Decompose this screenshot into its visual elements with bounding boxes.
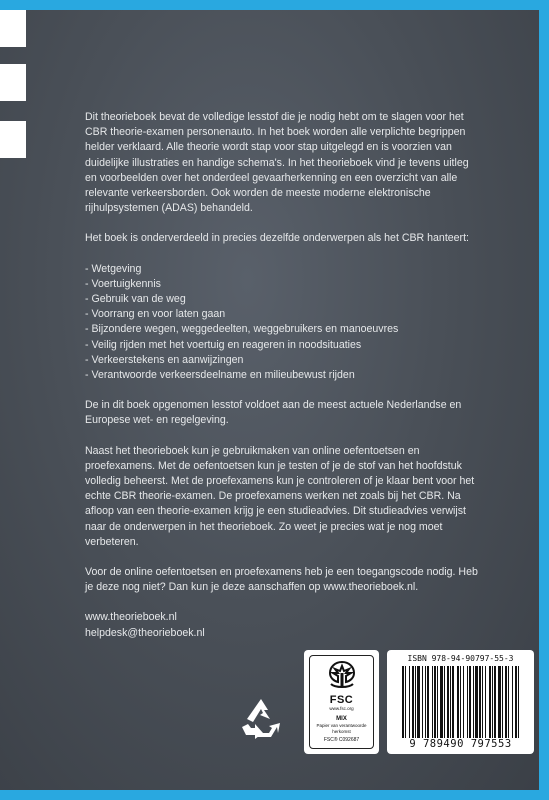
isbn-label: ISBN 978-94-90797-55-3 [407, 654, 514, 663]
list-item: - Voertuigkennis [85, 277, 480, 292]
list-item: - Gebruik van de weg [85, 292, 480, 307]
email-link[interactable]: helpdesk@theorieboek.nl [85, 626, 205, 639]
fsc-description: Papier van verantwoorde herkomst [316, 723, 367, 734]
list-item: - Wetgeving [85, 262, 480, 277]
fsc-code: FSC® C092687 [323, 737, 360, 743]
barcode-number: 9 789490 797553 [409, 738, 512, 750]
edge-tab [0, 64, 26, 101]
barcode-bars [402, 666, 520, 738]
recycle-icon [238, 697, 284, 746]
list-item: - Voorrang en voor laten gaan [85, 307, 480, 322]
access-paragraph: Voor de online oefentoetsen en proefexamens heb je een toegangscode nodig. Heb je deze nog niet? Dan kun je deze aanschaffen op www.theorieboek.nl. [85, 566, 478, 594]
intro-paragraph: Dit theorieboek bevat de volledige lesstof die je nodig hebt om te slagen voor het CBR theorie-examen personenauto. In het boek worden alle verplichte begrippen helder verklaard. Alle theorie wordt stap voor stap uitgelegd en is voorzien van duidelijke illustraties en handige schema's. In het theorieboek vind je tevens uitleg en voorbeelden over het onderdeel gevaarherkenning en een overzicht van alle relevante verkeersborden. Ook worden de meeste moderne elektronische rijhulpsystemen (ADAS) behandeld. [85, 111, 469, 215]
blurb [85, 110, 480, 641]
edge-tab [0, 10, 26, 47]
subjects-list [85, 262, 480, 384]
legislation-paragraph: De in dit boek opgenomen lesstof voldoet aan de meest actuele Nederlandse en Europese wet- en regelgeving. [85, 399, 462, 427]
list-item: - Veilig rijden met het voertuig en reageren in noodsituaties [85, 338, 480, 353]
fsc-url: www.fsc.org [329, 706, 354, 711]
isbn-barcode [387, 650, 534, 754]
fsc-tree-icon [310, 660, 373, 695]
fsc-mix-label: MIX [336, 716, 347, 722]
subjects-intro: Het boek is onderverdeeld in precies dezelfde onderwerpen als het CBR hanteert: [85, 232, 469, 245]
fsc-label [304, 650, 379, 754]
list-item: - Bijzondere wegen, weggedeelten, weggebruikers en manoeuvres [85, 322, 480, 337]
fsc-brand: FSC [329, 694, 354, 706]
edge-tab [0, 121, 26, 158]
website-link[interactable]: www.theorieboek.nl [85, 611, 177, 624]
list-item: - Verkeerstekens en aanwijzingen [85, 353, 480, 368]
list-item: - Verantwoorde verkeersdeelname en milieubewust rijden [85, 368, 480, 383]
online-paragraph: Naast het theorieboek kun je gebruikmaken van online oefentoetsen en proefexamens. Met de oefentoetsen kun je testen of je de stof van het hoofdstuk volledig beheerst. Met de proefexamens kun je controleren of je klaar bent voor het echte CBR theorie-examen. De proefexamens werken net zoals bij het CBR. Na afloop van een theorie-examen krijg je een studieadvies. Dit studieadvies verwijst naar de onderwerpen in het theorieboek. Zo weet je precies wat je nog moet verbeteren. [85, 444, 475, 548]
contact-block [85, 610, 480, 640]
